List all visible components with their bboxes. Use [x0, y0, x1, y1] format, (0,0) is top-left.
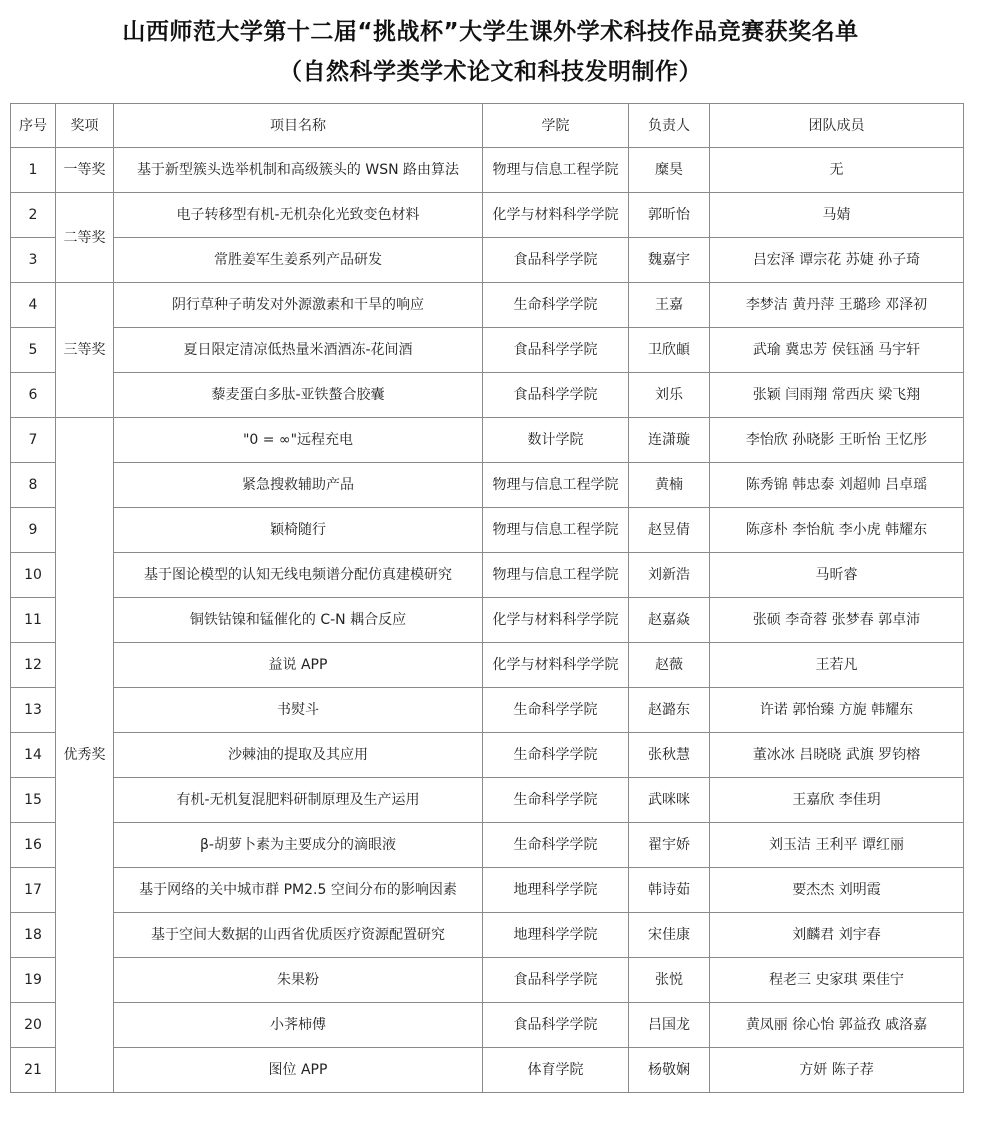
cell-leader: 赵薇	[629, 643, 710, 688]
table-row	[11, 328, 964, 373]
cell-project: 常胜姜军生姜系列产品研发	[114, 238, 483, 283]
cell-college: 生命科学学院	[483, 778, 629, 823]
cell-no: 19	[11, 958, 56, 1003]
cell-project: 基于新型簇头选举机制和高级簇头的 WSN 路由算法	[114, 148, 483, 193]
cell-members: 刘麟君 刘宇春	[710, 913, 964, 958]
header-members: 团队成员	[710, 104, 964, 148]
header-leader: 负责人	[629, 104, 710, 148]
cell-college: 食品科学学院	[483, 328, 629, 373]
cell-leader: 赵潞东	[629, 688, 710, 733]
table-row	[11, 508, 964, 553]
cell-members: 王若凡	[710, 643, 964, 688]
cell-no: 2	[11, 193, 56, 238]
header-college: 学院	[483, 104, 629, 148]
cell-no: 8	[11, 463, 56, 508]
cell-award-excellent: 优秀奖	[56, 418, 114, 1093]
cell-no: 16	[11, 823, 56, 868]
cell-members: 马婧	[710, 193, 964, 238]
cell-members: 李怡欣 孙晓影 王昕怡 王忆彤	[710, 418, 964, 463]
table-header-row	[11, 104, 964, 148]
cell-leader: 赵昱倩	[629, 508, 710, 553]
cell-college: 生命科学学院	[483, 283, 629, 328]
cell-no: 21	[11, 1048, 56, 1093]
title-line-1: 山西师范大学第十二届“挑战杯”大学生课外学术科技作品竞赛获奖名单	[122, 19, 859, 45]
cell-members: 李梦洁 黄丹萍 王璐珍 邓泽初	[710, 283, 964, 328]
cell-college: 地理科学学院	[483, 913, 629, 958]
cell-no: 20	[11, 1003, 56, 1048]
document-title	[0, 12, 981, 92]
cell-project: 电子转移型有机-无机杂化光致变色材料	[114, 193, 483, 238]
table-row	[11, 238, 964, 283]
cell-no: 7	[11, 418, 56, 463]
cell-no: 14	[11, 733, 56, 778]
cell-college: 食品科学学院	[483, 1003, 629, 1048]
header-no: 序号	[11, 104, 56, 148]
cell-project: 有机-无机复混肥料研制原理及生产运用	[114, 778, 483, 823]
cell-project: 基于空间大数据的山西省优质医疗资源配置研究	[114, 913, 483, 958]
cell-no: 3	[11, 238, 56, 283]
cell-project: 基于网络的关中城市群 PM2.5 空间分布的影响因素	[114, 868, 483, 913]
table-row	[11, 148, 964, 193]
cell-members: 陈秀锦 韩忠泰 刘超帅 吕卓瑶	[710, 463, 964, 508]
cell-members: 张颖 闫雨翔 常西庆 梁飞翔	[710, 373, 964, 418]
cell-project: 藜麦蛋白多肽-亚铁螯合胶囊	[114, 373, 483, 418]
cell-members: 武瑜 冀忠芳 侯钰涵 马宇轩	[710, 328, 964, 373]
cell-no: 13	[11, 688, 56, 733]
cell-college: 体育学院	[483, 1048, 629, 1093]
cell-project: "0 = ∞"远程充电	[114, 418, 483, 463]
table-row	[11, 733, 964, 778]
cell-college: 生命科学学院	[483, 688, 629, 733]
cell-leader: 赵嘉焱	[629, 598, 710, 643]
cell-college: 食品科学学院	[483, 373, 629, 418]
cell-leader: 韩诗茹	[629, 868, 710, 913]
cell-members: 要杰杰 刘明霞	[710, 868, 964, 913]
cell-leader: 宋佳康	[629, 913, 710, 958]
table-row	[11, 868, 964, 913]
cell-project: 书熨斗	[114, 688, 483, 733]
cell-college: 生命科学学院	[483, 823, 629, 868]
table-row	[11, 778, 964, 823]
header-award: 奖项	[56, 104, 114, 148]
cell-college: 物理与信息工程学院	[483, 508, 629, 553]
cell-college: 化学与材料科学学院	[483, 193, 629, 238]
cell-college: 物理与信息工程学院	[483, 148, 629, 193]
table-row	[11, 283, 964, 328]
cell-members: 刘玉洁 王利平 谭红丽	[710, 823, 964, 868]
table-row	[11, 418, 964, 463]
cell-project: 紧急搜救辅助产品	[114, 463, 483, 508]
cell-college: 地理科学学院	[483, 868, 629, 913]
cell-project: 小荠柿傅	[114, 1003, 483, 1048]
cell-no: 1	[11, 148, 56, 193]
cell-project: 沙棘油的提取及其应用	[114, 733, 483, 778]
award-table	[10, 103, 964, 1093]
table-row	[11, 598, 964, 643]
cell-no: 12	[11, 643, 56, 688]
cell-members: 无	[710, 148, 964, 193]
cell-leader: 武咪咪	[629, 778, 710, 823]
table-row	[11, 823, 964, 868]
cell-leader: 郭昕怡	[629, 193, 710, 238]
table-row	[11, 1003, 964, 1048]
cell-college: 生命科学学院	[483, 733, 629, 778]
cell-leader: 杨敬娴	[629, 1048, 710, 1093]
cell-no: 18	[11, 913, 56, 958]
cell-no: 9	[11, 508, 56, 553]
cell-no: 15	[11, 778, 56, 823]
cell-project: 夏日限定清凉低热量米酒酒冻-花间酒	[114, 328, 483, 373]
cell-project: 图位 APP	[114, 1048, 483, 1093]
cell-college: 化学与材料科学学院	[483, 598, 629, 643]
cell-college: 物理与信息工程学院	[483, 553, 629, 598]
cell-award-second: 二等奖	[56, 193, 114, 283]
cell-no: 17	[11, 868, 56, 913]
table-row	[11, 913, 964, 958]
cell-leader: 黄楠	[629, 463, 710, 508]
cell-no: 11	[11, 598, 56, 643]
header-project: 项目名称	[114, 104, 483, 148]
cell-members: 黄凤丽 徐心怡 郭益孜 戚洛嘉	[710, 1003, 964, 1048]
cell-project: 铜铁钴镍和锰催化的 C-N 耦合反应	[114, 598, 483, 643]
cell-college: 数计学院	[483, 418, 629, 463]
cell-project: 颖椅随行	[114, 508, 483, 553]
cell-no: 10	[11, 553, 56, 598]
cell-project: 朱果粉	[114, 958, 483, 1003]
cell-no: 6	[11, 373, 56, 418]
cell-award-third: 三等奖	[56, 283, 114, 418]
cell-leader: 刘新浩	[629, 553, 710, 598]
cell-leader: 连潇璇	[629, 418, 710, 463]
cell-college: 化学与材料科学学院	[483, 643, 629, 688]
cell-award-first: 一等奖	[56, 148, 114, 193]
cell-no: 4	[11, 283, 56, 328]
cell-project: β-胡萝卜素为主要成分的滴眼液	[114, 823, 483, 868]
cell-members: 马昕睿	[710, 553, 964, 598]
cell-college: 食品科学学院	[483, 958, 629, 1003]
cell-members: 程老三 史家琪 栗佳宁	[710, 958, 964, 1003]
cell-members: 方妍 陈子荐	[710, 1048, 964, 1093]
cell-leader: 卫欣頔	[629, 328, 710, 373]
table-row	[11, 373, 964, 418]
cell-college: 物理与信息工程学院	[483, 463, 629, 508]
table-row	[11, 463, 964, 508]
cell-project: 益说 APP	[114, 643, 483, 688]
cell-leader: 糜昊	[629, 148, 710, 193]
table-row	[11, 958, 964, 1003]
cell-leader: 王嘉	[629, 283, 710, 328]
cell-project: 阴行草种子萌发对外源激素和干旱的响应	[114, 283, 483, 328]
cell-leader: 刘乐	[629, 373, 710, 418]
table-row	[11, 553, 964, 598]
cell-members: 张硕 李奇蓉 张梦春 郭卓沛	[710, 598, 964, 643]
cell-members: 董冰冰 吕晓晓 武旗 罗钧榕	[710, 733, 964, 778]
cell-leader: 吕国龙	[629, 1003, 710, 1048]
cell-college: 食品科学学院	[483, 238, 629, 283]
table-row	[11, 643, 964, 688]
cell-members: 王嘉欣 李佳玥	[710, 778, 964, 823]
table-row	[11, 1048, 964, 1093]
cell-leader: 张悦	[629, 958, 710, 1003]
table-row	[11, 193, 964, 238]
cell-leader: 翟宇娇	[629, 823, 710, 868]
cell-no: 5	[11, 328, 56, 373]
cell-project: 基于图论模型的认知无线电频谱分配仿真建模研究	[114, 553, 483, 598]
cell-leader: 张秋慧	[629, 733, 710, 778]
cell-members: 陈彦朴 李怡航 李小虎 韩耀东	[710, 508, 964, 553]
cell-members: 许诺 郭怡臻 方旎 韩耀东	[710, 688, 964, 733]
cell-members: 吕宏泽 谭宗花 苏婕 孙子琦	[710, 238, 964, 283]
cell-leader: 魏嘉宇	[629, 238, 710, 283]
table-row	[11, 688, 964, 733]
title-line-2: （自然科学类学术论文和科技发明制作）	[279, 59, 702, 85]
